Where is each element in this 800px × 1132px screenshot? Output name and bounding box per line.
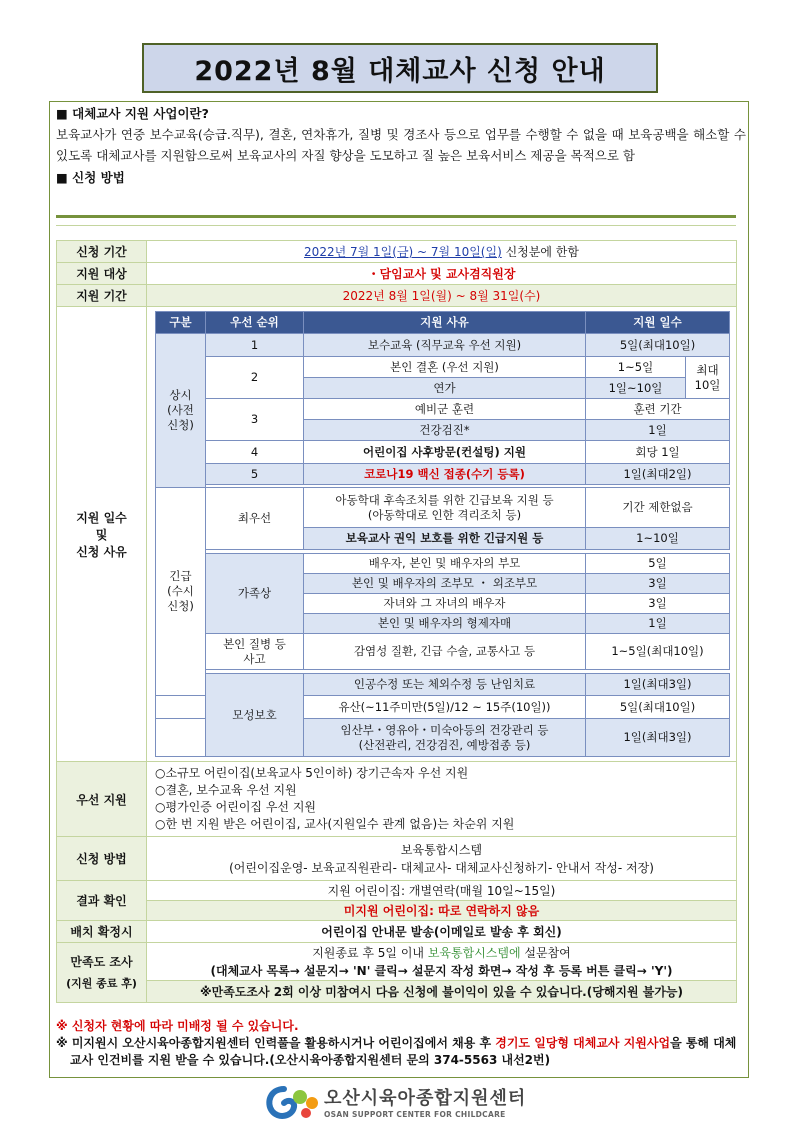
category-line: 신청) xyxy=(167,418,194,432)
center-logo xyxy=(262,1081,552,1125)
reason-cell xyxy=(304,719,586,757)
reason-cell: 예비군 훈련 xyxy=(304,399,586,420)
days-cell: 3일 xyxy=(586,574,730,594)
target-label: 지원 대상 xyxy=(57,263,147,285)
category-line: 상시 xyxy=(169,388,192,402)
period-label: 신청 기간 xyxy=(57,241,147,263)
period-link[interactable]: 2022년 7월 1일(금) ~ 7월 10일(일) xyxy=(304,245,502,259)
reason-cell: 인공수정 또는 체외수정 등 난임치료 xyxy=(304,674,586,696)
days-label-line: 지원 일수 xyxy=(76,510,127,525)
days-label xyxy=(57,307,147,762)
priority-list xyxy=(147,762,737,837)
survey-warning-row xyxy=(57,981,737,1003)
max-days-cell xyxy=(686,357,730,399)
days-cell: 회당 1일 xyxy=(586,441,730,464)
reason-cell: 자녀와 그 자녀의 배우자 xyxy=(304,594,586,614)
inner-row xyxy=(156,674,730,696)
apply-line: (어린이집운영- 보육교직원관리- 대체교사- 대체교사신청하기- 안내서 작성- 저장) xyxy=(229,860,654,875)
inner-row xyxy=(156,334,730,357)
priority-cell: 최우선 xyxy=(206,488,304,550)
days-cell: 1~10일 xyxy=(586,528,730,550)
reason-cell: 연가 xyxy=(304,378,586,399)
reason-cell: 코로나19 백신 접종(수기 등록) xyxy=(304,464,586,485)
priority-cell: 가족상 xyxy=(206,554,304,634)
apply-method-heading: ■ 신청 방법 xyxy=(56,170,125,185)
note-text: ※ 미지원시 오산시육아종합지원센터 인력풀을 활용하시거나 어린이집에서 채용 후 xyxy=(56,1036,496,1050)
days-cell: 1일 xyxy=(586,614,730,634)
inner-row xyxy=(156,634,730,670)
inner-row xyxy=(156,554,730,574)
header-category: 구분 xyxy=(156,312,206,334)
reason-cell: 본인 및 배우자의 조부모 ・ 외조부모 xyxy=(304,574,586,594)
reason-cell: 감염성 질환, 긴급 수술, 교통사고 등 xyxy=(304,634,586,670)
inner-row xyxy=(156,464,730,485)
application-table xyxy=(56,240,737,1003)
reason-cell: 유산(~11주미만(5일)/12 ~ 15주(10일)) xyxy=(304,696,586,719)
category-line: 긴급 xyxy=(169,569,192,583)
survey-text: 지원종료 후 5일 이내 xyxy=(312,945,428,960)
reason-line: 아동학대 후속조치를 위한 긴급보육 지원 등 xyxy=(335,492,554,507)
reason-cell: 어린이집 사후방문(컨설팅) 지원 xyxy=(304,441,586,464)
target-value: ・담임교사 및 교사겸직원장 xyxy=(147,263,737,285)
priority-cell: 5 xyxy=(206,464,304,485)
days-row xyxy=(57,307,737,762)
days-cell: 5일(최대10일) xyxy=(586,696,730,719)
result-row xyxy=(57,881,737,901)
days-label-line: 신청 사유 xyxy=(76,544,127,559)
placement-label: 배치 확정시 xyxy=(57,921,147,943)
apply-label: 신청 방법 xyxy=(57,837,147,881)
reason-cell: 본인 및 배우자의 형제자매 xyxy=(304,614,586,634)
priority-cell: 1 xyxy=(206,334,304,357)
priority-item: ○한 번 지원 받은 어린이집, 교사(지원일수 관계 없음)는 차순위 지원 xyxy=(155,817,515,831)
priority-row xyxy=(57,762,737,837)
header-reason: 지원 사유 xyxy=(304,312,586,334)
span-row xyxy=(57,285,737,307)
days-cell: 1일(최대3일) xyxy=(586,719,730,757)
note-text: 을 통해 대체교사 인건비를 지원 받을 수 있습니다.(오산시육아종합지원센터 문의 374-5563 내선2번) xyxy=(70,1036,737,1067)
days-cell: 훈련 기간 xyxy=(586,399,730,420)
support-days-table xyxy=(155,311,730,757)
table-top-rule xyxy=(56,225,736,226)
priority-item: ○소규모 어린이집(보육교사 5인이하) 장기근속자 우선 지원 xyxy=(155,766,469,780)
apply-line: 보육통합시스템 xyxy=(400,842,483,857)
span-value: 2022년 8월 1일(월) ~ 8월 31일(수) xyxy=(147,285,737,307)
apply-row xyxy=(57,837,737,881)
period-suffix: 신청분에 한함 xyxy=(501,245,579,259)
survey-label xyxy=(57,943,147,1003)
priority-line: 본인 질병 등 xyxy=(223,636,286,651)
days-cell: 1일(최대2일) xyxy=(586,464,730,485)
priority-item: ○평가인증 어린이집 우선 지원 xyxy=(155,800,317,814)
category-urgent xyxy=(156,488,206,696)
section-divider xyxy=(56,215,736,218)
reason-cell: 보육교사 권익 보호를 위한 긴급지원 등 xyxy=(304,528,586,550)
days-cell: 1일 xyxy=(586,420,730,441)
note-unassigned: ※ 신청자 현황에 따라 미배정 될 수 있습니다. xyxy=(56,1019,299,1033)
days-cell: 기간 제한없음 xyxy=(586,488,730,528)
survey-label-line: 만족도 조사 xyxy=(70,954,133,969)
inner-header-row xyxy=(156,312,730,334)
result-label: 결과 확인 xyxy=(57,881,147,921)
intro-section xyxy=(56,104,746,188)
result-line-red: 미지원 어린이집: 따로 연락하지 않음 xyxy=(147,901,737,921)
reason-line: 임산부・영유아・미숙아등의 건강관리 등 xyxy=(340,722,549,737)
logo-text xyxy=(324,1088,526,1119)
days-inner-cell xyxy=(147,307,737,762)
priority-line: 사고 xyxy=(243,651,266,666)
reason-cell xyxy=(304,488,586,528)
priority-item: ○결혼, 보수교육 우선 지원 xyxy=(155,783,297,797)
placement-row xyxy=(57,921,737,943)
reason-line: (아동학대로 인한 격리조치 등) xyxy=(367,507,522,522)
days-cell: 3일 xyxy=(586,594,730,614)
span-label: 지원 기간 xyxy=(57,285,147,307)
max-days-line: 10일 xyxy=(694,377,721,392)
survey-steps: (대체교사 목록→ 설문지→ 'N' 클릭→ 설문지 작성 화면→ 작성 후 등록 버튼 클릭→ 'Y') xyxy=(210,963,673,978)
note-program-name: 경기도 일당형 대체교사 지원사업 xyxy=(495,1036,671,1050)
priority-label: 우선 지원 xyxy=(57,762,147,837)
target-row xyxy=(57,263,737,285)
priority-cell: 3 xyxy=(206,399,304,441)
category-line: (사전 xyxy=(167,403,194,417)
survey-label-line: (지원 종료 후) xyxy=(66,976,137,990)
max-days-line: 최대 xyxy=(696,362,719,377)
period-row xyxy=(57,241,737,263)
category-line: 신청) xyxy=(167,599,194,613)
inner-row xyxy=(156,357,730,378)
logo-name: 오산시육아종합지원센터 xyxy=(324,1087,527,1109)
days-cell: 5일(최대10일) xyxy=(586,334,730,357)
days-label-line: 및 xyxy=(95,527,108,542)
priority-cell: 모성보호 xyxy=(206,674,304,757)
logo-english: OSAN SUPPORT CENTER FOR CHILDCARE xyxy=(324,1109,506,1119)
page-title: 2022년 8월 대체교사 신청 안내 xyxy=(142,43,658,93)
intro-heading: ■ 대체교사 지원 사업이란? xyxy=(56,106,209,121)
reason-cell: 건강검진* xyxy=(304,420,586,441)
survey-line xyxy=(147,944,736,962)
header-days: 지원 일수 xyxy=(586,312,730,334)
days-cell: 5일 xyxy=(586,554,730,574)
reason-line: (산전관리, 건강검진, 예방접종 등) xyxy=(358,737,531,752)
priority-cell: 2 xyxy=(206,357,304,399)
survey-value xyxy=(147,943,737,981)
days-cell: 1~5일(최대10일) xyxy=(586,634,730,670)
priority-cell xyxy=(206,634,304,670)
result-row-2 xyxy=(57,901,737,921)
survey-system-link: 보육통합시스템에 xyxy=(427,945,521,960)
category-line: (수시 xyxy=(167,584,194,598)
inner-row xyxy=(156,441,730,464)
result-line: 지원 어린이집: 개별연락(매월 10일~15일) xyxy=(147,881,737,901)
header-priority: 우선 순위 xyxy=(206,312,304,334)
days-cell: 1일~10일 xyxy=(586,378,686,399)
category-always xyxy=(156,334,206,488)
note-alternative xyxy=(56,1035,746,1069)
inner-row xyxy=(156,399,730,420)
priority-cell: 4 xyxy=(206,441,304,464)
survey-warning: ※만족도조사 2회 이상 미참여시 다음 신청에 불이익이 있을 수 있습니다.(당해지원 불가능) xyxy=(147,981,737,1003)
reason-cell: 본인 결혼 (우선 지원) xyxy=(304,357,586,378)
days-cell: 1일(최대3일) xyxy=(586,674,730,696)
intro-body: 보육교사가 연중 보수교육(승급.직무), 결혼, 연차휴가, 질병 및 경조사 등으로 업무를 수행할 수 없을 때 보육공백을 해소할 수 있도록 대체교사를 지원함으로써 보육교사의 자질 향상을 도모하고 질 높은 보육서비스 제공을 목적으로 함 xyxy=(56,127,746,163)
inner-row xyxy=(156,488,730,528)
survey-row xyxy=(57,943,737,981)
logo-mark-icon xyxy=(262,1083,324,1123)
survey-text: 설문참여 xyxy=(520,945,571,960)
placement-value: 어린이집 안내문 발송(이메일로 발송 후 회신) xyxy=(147,921,737,943)
reason-cell: 보수교육 (직무교육 우선 지원) xyxy=(304,334,586,357)
notes-section xyxy=(56,1018,746,1069)
apply-value xyxy=(147,837,737,881)
days-cell: 1~5일 xyxy=(586,357,686,378)
reason-cell: 배우자, 본인 및 배우자의 부모 xyxy=(304,554,586,574)
period-value xyxy=(147,241,737,263)
